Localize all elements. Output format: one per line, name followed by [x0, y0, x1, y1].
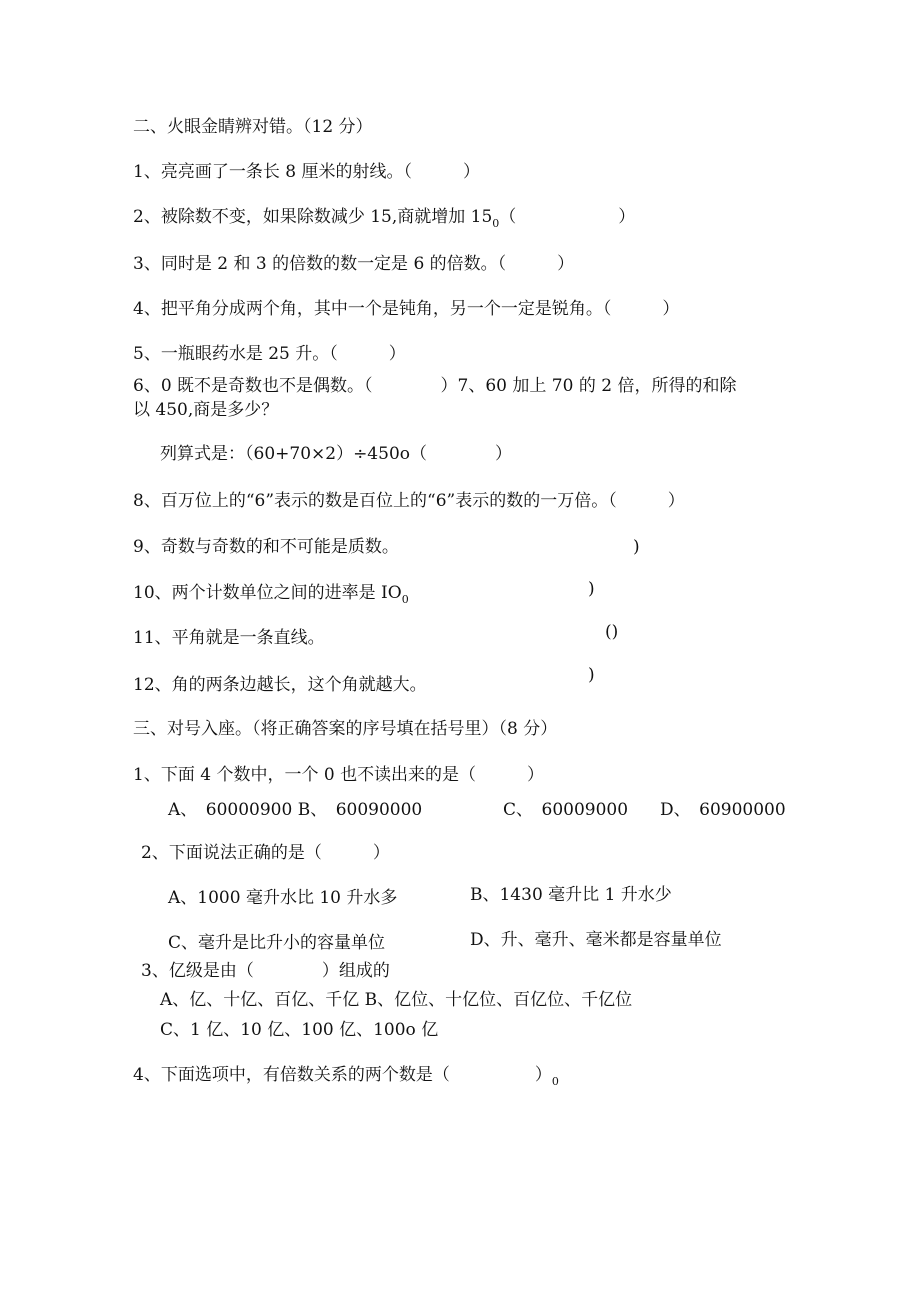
question-2-10-text: 10、两个计数单位之间的进率是 IO	[133, 583, 402, 603]
question-2-10	[133, 582, 409, 606]
question-2-7-formula: 列算式是：（60+70×2）÷450o（ ）	[160, 444, 512, 464]
question-3-3: 3、亿级是由（ ）组成的	[141, 961, 390, 981]
question-2-12: 12、角的两条边越长，这个角就越大。	[133, 675, 427, 695]
question-2-8: 8、百万位上的“6”表示的数是百位上的“6”表示的数的一万倍。（ ）	[133, 491, 685, 511]
question-2-6-7: 6、0 既不是奇数也不是偶数。（ ）7、60 加上 70 的 2 倍，所得的和除	[133, 376, 737, 396]
question-3-4	[133, 1064, 559, 1088]
question-3-1-option-d: D、 60900000	[660, 800, 786, 820]
question-2-11: 11、平角就是一条直线。	[133, 628, 325, 648]
question-3-3-option-c: C、1 亿、10 亿、100 亿、100o 亿	[160, 1020, 439, 1040]
question-3-1: 1、下面 4 个数中，一个 0 也不读出来的是（ ）	[133, 765, 545, 785]
question-2-2-subscript: 0	[492, 217, 500, 230]
question-2-9: 9、奇数与奇数的和不可能是质数。	[133, 537, 399, 557]
question-3-2: 2、下面说法正确的是（ ）	[141, 843, 390, 863]
question-2-2-text: 2、被除数不变，如果除数减少 15,商就增加 15	[133, 207, 493, 227]
question-2-10-paren: )	[588, 579, 595, 599]
question-3-2-option-b: B、1430 毫升比 1 升水少	[470, 885, 672, 905]
section-3-heading: 三、对号入座。（将正确答案的序号填在括号里）（8 分）	[133, 719, 558, 739]
question-3-2-option-d: D、升、毫升、毫米都是容量单位	[470, 930, 722, 950]
question-2-3: 3、同时是 2 和 3 的倍数的数一定是 6 的倍数。（ ）	[133, 254, 575, 274]
question-3-2-option-c: C、毫升是比升小的容量单位	[168, 933, 386, 953]
question-3-1-option-c: C、 60009000	[503, 800, 629, 820]
question-2-10-subscript: 0	[401, 593, 409, 606]
question-2-5: 5、一瓶眼药水是 25 升。（ ）	[133, 344, 406, 364]
question-2-7-cont: 以 450,商是多少？	[133, 400, 279, 420]
question-2-2-paren: （ ）	[499, 207, 636, 227]
question-2-11-paren: ()	[605, 622, 619, 642]
question-3-2-option-a: A、1000 毫升水比 10 升水多	[168, 888, 398, 908]
question-2-2	[133, 206, 635, 230]
question-3-3-option-ab: A、亿、十亿、百亿、千亿 B、亿位、十亿位、百亿位、千亿位	[160, 990, 633, 1010]
question-2-9-paren: )	[633, 537, 640, 557]
question-3-1-option-ab: A、 60000900 B、 60090000	[168, 800, 423, 820]
question-2-1: 1、亮亮画了一条长 8 厘米的射线。（ ）	[133, 162, 480, 182]
question-3-4-subscript: 0	[551, 1075, 559, 1088]
question-3-4-text: 4、下面选项中，有倍数关系的两个数是（ ）	[133, 1065, 552, 1085]
section-2-heading: 二、火眼金睛辨对错。（12 分）	[133, 117, 373, 137]
question-2-12-paren: )	[588, 665, 595, 685]
question-2-4: 4、把平角分成两个角，其中一个是钝角，另一个一定是锐角。（ ）	[133, 299, 680, 319]
